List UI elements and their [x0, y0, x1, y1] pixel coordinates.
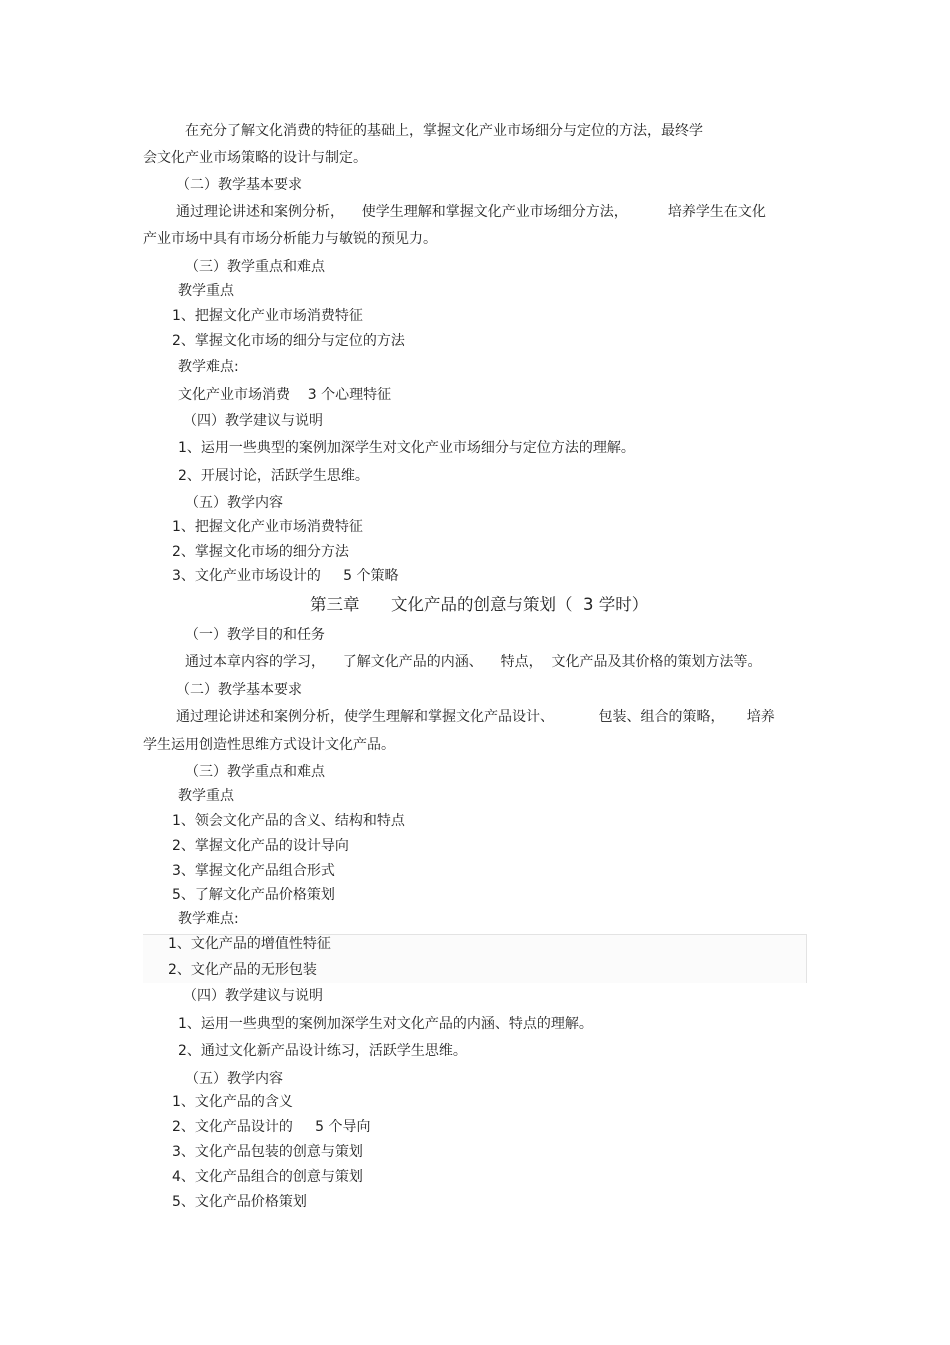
paragraph-line: 通过理论讲述和案例分析， 使学生理解和掌握文化产业市场细分方法， 培养学生在文化 — [176, 204, 766, 220]
section-heading: （三）教学重点和难点 — [185, 764, 325, 780]
list-item: 1、领会文化产品的含义、结构和特点 — [172, 813, 405, 829]
list-item: 5、文化产品价格策划 — [172, 1194, 307, 1210]
list-item: 1、文化产品的增值性特征 — [168, 936, 331, 952]
list-item: 3、文化产业市场设计的 5 个策略 — [172, 568, 399, 584]
paragraph-line: 通过本章内容的学习， 了解文化产品的内涵、 特点， 文化产品及其价格的策划方法等。 — [185, 654, 762, 670]
section-heading: （二）教学基本要求 — [176, 177, 302, 193]
list-item: 3、文化产品包装的创意与策划 — [172, 1144, 363, 1160]
list-item: 2、文化产品设计的 5 个导向 — [172, 1119, 371, 1135]
paragraph-line: 在充分了解文化消费的特征的基础上，掌握文化产业市场细分与定位的方法，最终学 — [185, 123, 703, 139]
section-heading: （五）教学内容 — [185, 1071, 283, 1087]
subheading: 教学难点: — [178, 911, 239, 927]
section-heading: （四）教学建议与说明 — [183, 413, 323, 429]
section-heading: （三）教学重点和难点 — [185, 259, 325, 275]
list-item: 1、把握文化产业市场消费特征 — [172, 308, 363, 324]
subheading: 教学难点: — [178, 359, 239, 375]
section-heading: （二）教学基本要求 — [176, 682, 302, 698]
paragraph-line: 学生运用创造性思维方式设计文化产品。 — [143, 737, 395, 753]
list-item: 1、文化产品的含义 — [172, 1094, 293, 1110]
list-item: 1、运用一些典型的案例加深学生对文化产品的内涵、特点的理解。 — [178, 1016, 593, 1032]
paragraph-line: 通过理论讲述和案例分析，使学生理解和掌握文化产品设计、 包装、组合的策略， 培养 — [176, 709, 775, 725]
subheading: 教学重点 — [178, 788, 234, 804]
subheading: 教学重点 — [178, 283, 234, 299]
list-item: 1、运用一些典型的案例加深学生对文化产业市场细分与定位方法的理解。 — [178, 440, 635, 456]
chapter-title: 第三章 文化产品的创意与策划（ 3 学时） — [310, 595, 649, 614]
list-item: 4、文化产品组合的创意与策划 — [172, 1169, 363, 1185]
list-item: 2、掌握文化市场的细分方法 — [172, 544, 349, 560]
section-heading: （一）教学目的和任务 — [185, 627, 325, 643]
list-item: 2、通过文化新产品设计练习，活跃学生思维。 — [178, 1043, 467, 1059]
paragraph-line: 产业市场中具有市场分析能力与敏锐的预见力。 — [143, 231, 437, 247]
section-heading: （五）教学内容 — [185, 495, 283, 511]
list-item: 5、了解文化产品价格策划 — [172, 887, 335, 903]
paragraph-line: 会文化产业市场策略的设计与制定。 — [143, 150, 367, 166]
list-item: 2、掌握文化产品的设计导向 — [172, 838, 349, 854]
list-item: 2、文化产品的无形包装 — [168, 962, 317, 978]
list-item: 1、把握文化产业市场消费特征 — [172, 519, 363, 535]
list-item: 2、掌握文化市场的细分与定位的方法 — [172, 333, 405, 349]
list-item: 2、开展讨论，活跃学生思维。 — [178, 468, 369, 484]
list-item: 3、掌握文化产品组合形式 — [172, 863, 335, 879]
section-heading: （四）教学建议与说明 — [183, 988, 323, 1004]
list-item: 文化产业市场消费 3 个心理特征 — [178, 387, 392, 403]
